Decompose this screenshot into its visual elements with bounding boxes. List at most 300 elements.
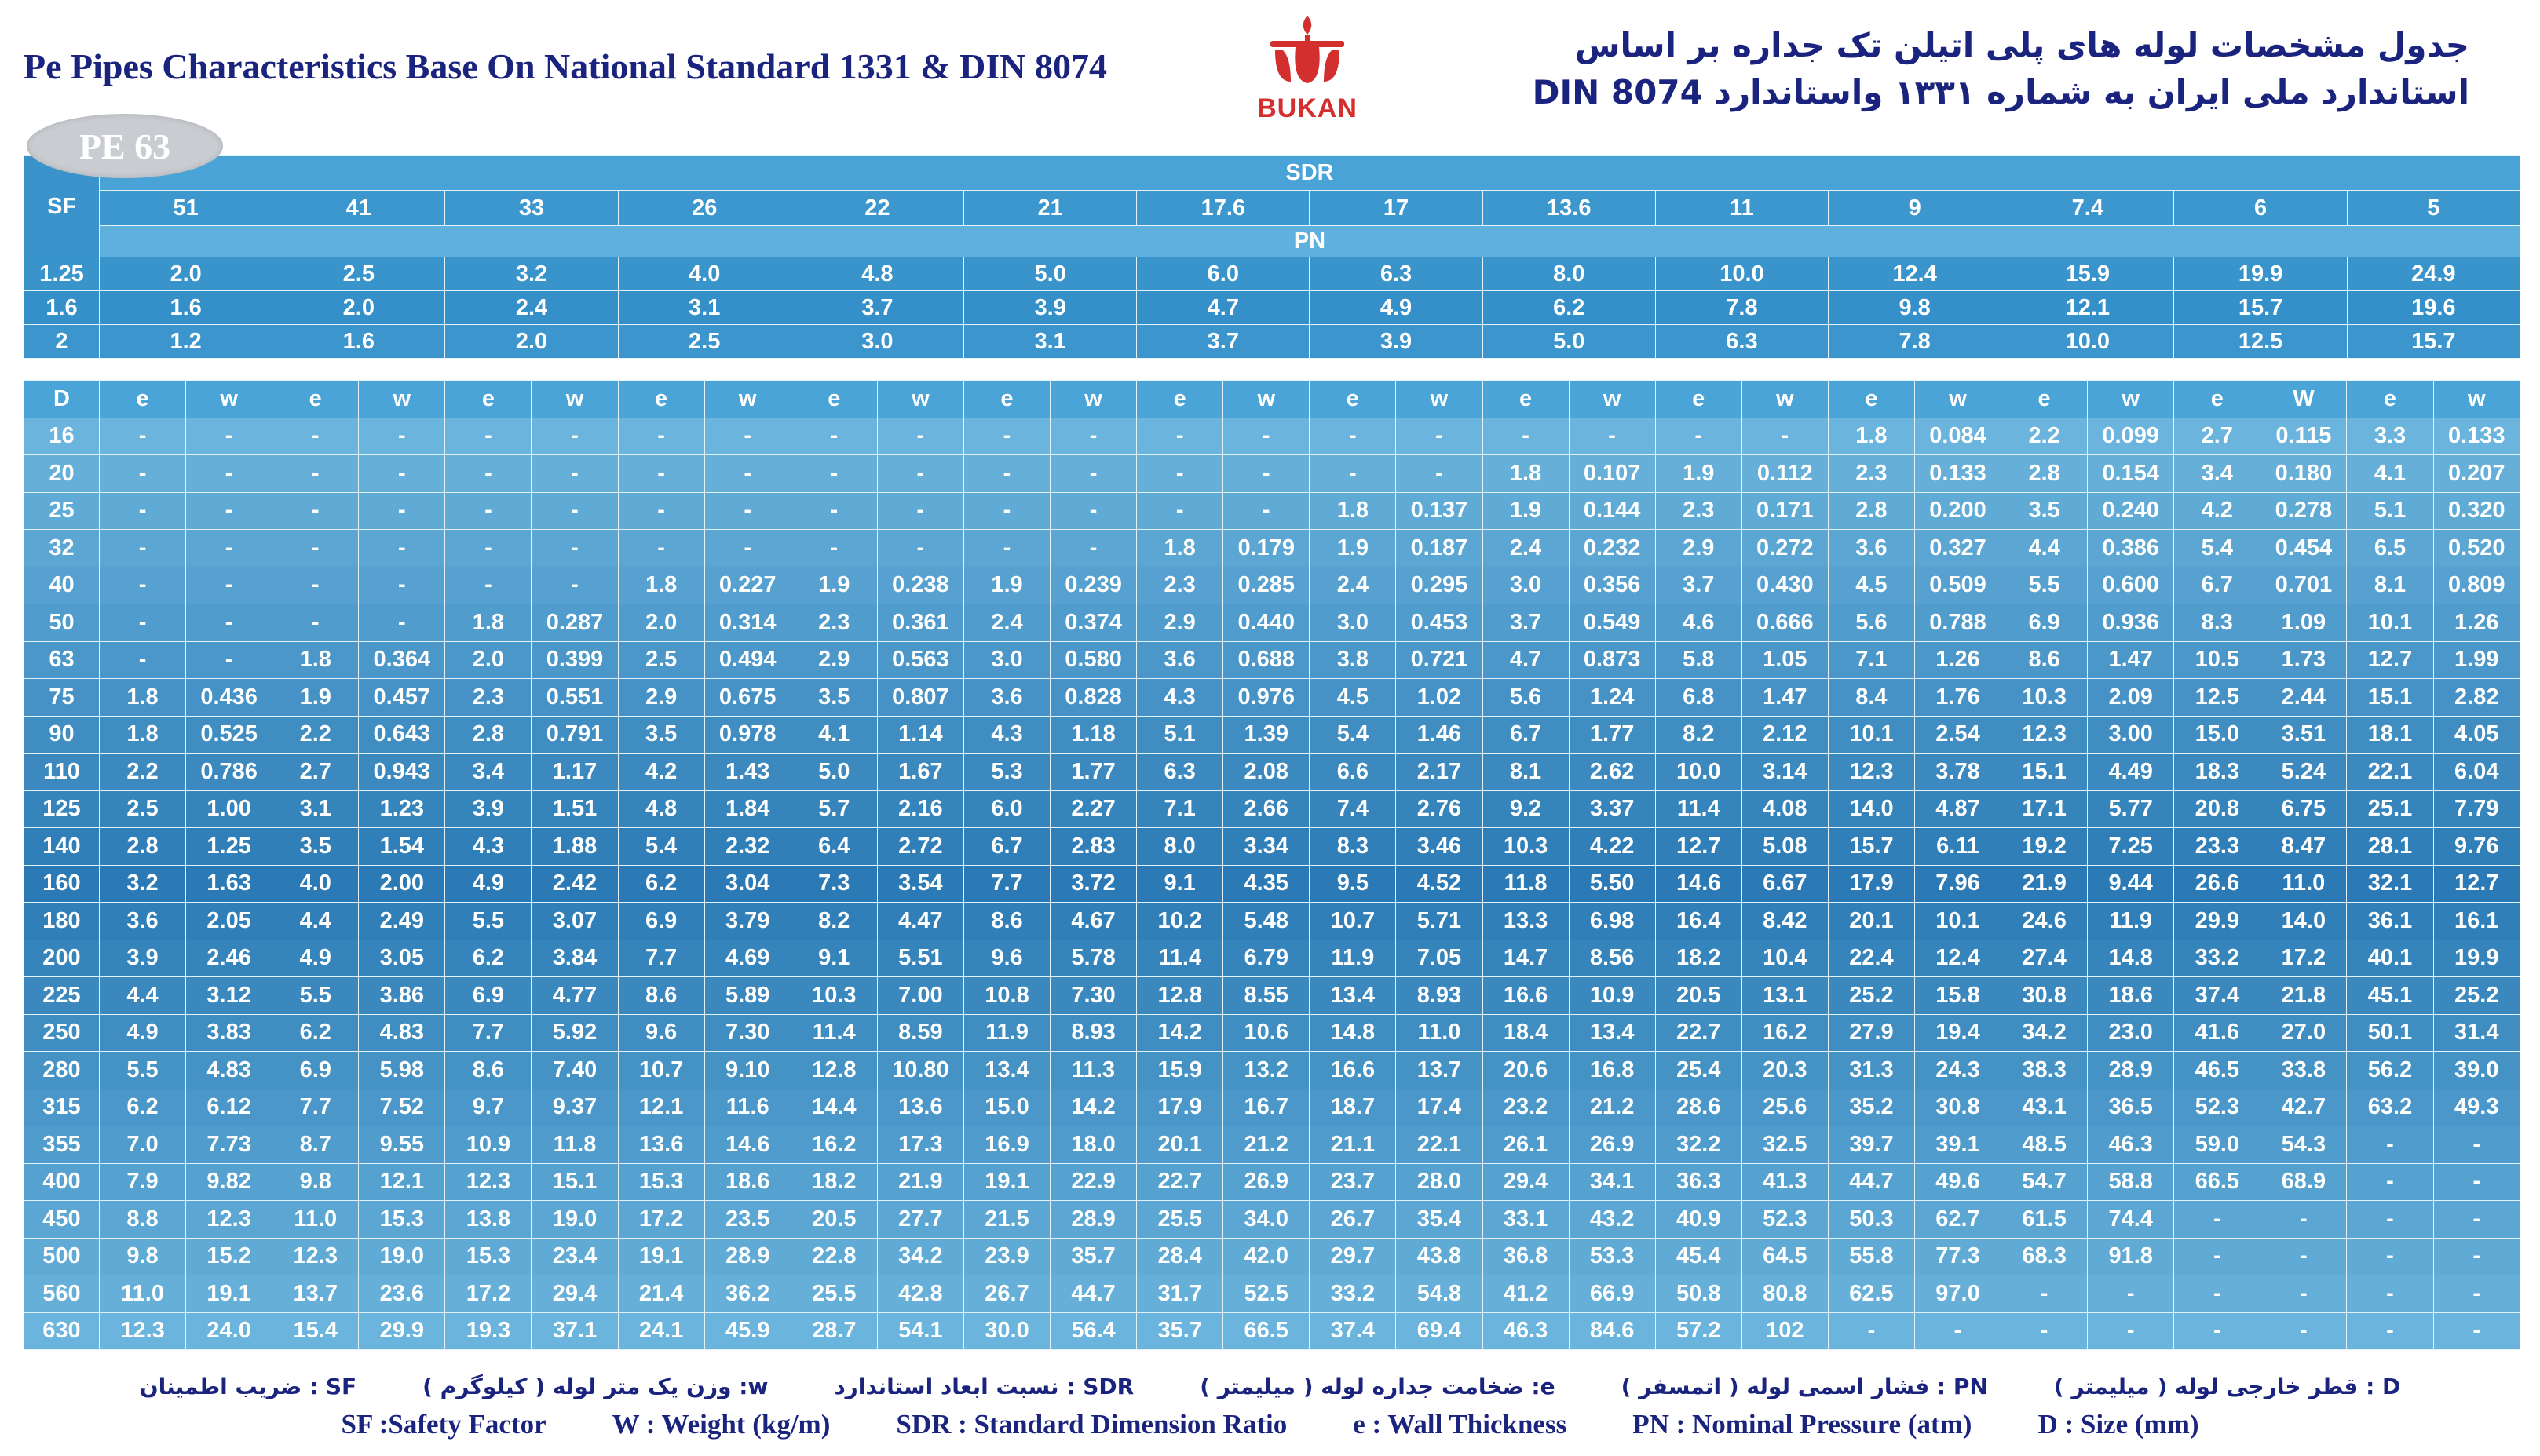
thickness-cell: 18.4 xyxy=(1482,1014,1569,1052)
weight-cell: 0.721 xyxy=(1396,641,1482,679)
thickness-cell: - xyxy=(272,492,359,530)
weight-cell: 0.807 xyxy=(877,679,963,717)
weight-cell: 3.54 xyxy=(877,865,963,903)
thickness-cell: 30.8 xyxy=(2001,977,2088,1015)
thickness-cell: 1.9 xyxy=(963,567,1050,604)
thickness-cell: - xyxy=(791,455,877,493)
weight-cell: 0.978 xyxy=(704,716,791,754)
size-cell: 40 xyxy=(24,567,100,604)
legend-persian xyxy=(0,1374,2540,1399)
weight-cell: 2.00 xyxy=(359,865,445,903)
w-header: w xyxy=(2088,381,2174,418)
w-header: w xyxy=(704,381,791,418)
thickness-cell: 11.0 xyxy=(272,1201,359,1239)
weight-cell: - xyxy=(704,418,791,455)
thickness-cell: 28.4 xyxy=(1137,1238,1223,1275)
weight-cell: 18.6 xyxy=(2088,977,2174,1015)
thickness-cell: 3.5 xyxy=(272,828,359,866)
pn-value-cell: 3.9 xyxy=(964,291,1137,325)
weight-cell: 7.73 xyxy=(186,1126,272,1164)
weight-cell: 0.809 xyxy=(2433,567,2520,604)
thickness-cell: 1.8 xyxy=(1828,418,1914,455)
weight-cell: 23.5 xyxy=(704,1201,791,1239)
pn-value-cell: 1.6 xyxy=(100,291,272,325)
sdr-value-cell: 21 xyxy=(964,191,1137,226)
weight-cell: 14.8 xyxy=(2088,940,2174,977)
thickness-cell: 6.6 xyxy=(1310,754,1396,791)
thickness-cell: 9.1 xyxy=(791,940,877,977)
weight-cell: 5.78 xyxy=(1051,940,1137,977)
pn-value-cell: 2.0 xyxy=(100,257,272,291)
weight-cell: 2.46 xyxy=(186,940,272,977)
thickness-cell: 40.9 xyxy=(1655,1201,1741,1239)
weight-cell: 8.59 xyxy=(877,1014,963,1052)
thickness-cell: 6.2 xyxy=(100,1089,186,1126)
thickness-cell: 18.2 xyxy=(791,1163,877,1201)
weight-cell: 0.786 xyxy=(186,754,272,791)
thickness-cell: - xyxy=(2174,1238,2260,1275)
sf-header: SF xyxy=(24,156,100,257)
thickness-cell: 4.9 xyxy=(100,1014,186,1052)
table-row xyxy=(24,641,2520,679)
sdr-value-cell: 7.4 xyxy=(2001,191,2174,226)
pn-row xyxy=(24,325,2520,359)
weight-cell: 18.6 xyxy=(704,1163,791,1201)
weight-cell: - xyxy=(2433,1163,2520,1201)
weight-cell: - xyxy=(186,492,272,530)
weight-cell: 0.563 xyxy=(877,641,963,679)
bukan-logo-icon xyxy=(1256,11,1358,89)
thickness-cell: 10.8 xyxy=(963,977,1050,1015)
sdr-value-cell: 11 xyxy=(1655,191,1828,226)
size-cell: 90 xyxy=(24,716,100,754)
thickness-cell: 40.1 xyxy=(2347,940,2433,977)
thickness-cell: 6.4 xyxy=(791,828,877,866)
weight-cell: 29.9 xyxy=(359,1312,445,1350)
weight-cell: 8.56 xyxy=(1569,940,1655,977)
thickness-cell: 12.3 xyxy=(2001,716,2088,754)
weight-cell: - xyxy=(186,530,272,567)
e-header: e xyxy=(272,381,359,418)
weight-cell: 5.89 xyxy=(704,977,791,1015)
weight-cell: 6.04 xyxy=(2433,754,2520,791)
weight-cell: 11.0 xyxy=(1396,1014,1482,1052)
thickness-cell: 7.7 xyxy=(963,865,1050,903)
weight-cell: 7.25 xyxy=(2088,828,2174,866)
weight-cell: 3.14 xyxy=(1741,754,1828,791)
legend-english-item: W : Weight (kg/m) xyxy=(612,1409,831,1440)
weight-cell: 9.76 xyxy=(2433,828,2520,866)
weight-cell: 1.77 xyxy=(1569,716,1655,754)
weight-cell: 10.1 xyxy=(1914,903,2001,940)
weight-cell: 2.82 xyxy=(2433,679,2520,717)
size-cell: 500 xyxy=(24,1238,100,1275)
weight-cell: 1.00 xyxy=(186,790,272,828)
thickness-cell: 54.7 xyxy=(2001,1163,2088,1201)
weight-cell: 1.47 xyxy=(1741,679,1828,717)
weight-cell: 24.0 xyxy=(186,1312,272,1350)
thickness-cell: 2.7 xyxy=(2174,418,2260,455)
thickness-cell: 19.2 xyxy=(2001,828,2088,866)
thickness-cell: 22.4 xyxy=(1828,940,1914,977)
thickness-cell: 4.9 xyxy=(445,865,532,903)
thickness-cell: 36.3 xyxy=(1655,1163,1741,1201)
weight-cell: 43.2 xyxy=(1569,1201,1655,1239)
thickness-cell: 18.2 xyxy=(1655,940,1741,977)
thickness-cell: 5.5 xyxy=(100,1052,186,1089)
size-cell: 160 xyxy=(24,865,100,903)
weight-cell: 1.99 xyxy=(2433,641,2520,679)
weight-cell: - xyxy=(2433,1275,2520,1313)
weight-cell: 1.46 xyxy=(1396,716,1482,754)
weight-cell: 1.73 xyxy=(2260,641,2347,679)
thickness-cell: 15.0 xyxy=(963,1089,1050,1126)
weight-cell: 3.72 xyxy=(1051,865,1137,903)
thickness-cell: 5.1 xyxy=(1137,716,1223,754)
thickness-cell: 26.7 xyxy=(963,1275,1050,1313)
weight-cell: 3.83 xyxy=(186,1014,272,1052)
thickness-cell: 11.4 xyxy=(1655,790,1741,828)
thickness-cell: 5.4 xyxy=(618,828,704,866)
thickness-cell: 3.9 xyxy=(100,940,186,977)
weight-cell: 34.2 xyxy=(877,1238,963,1275)
sf-value-cell: 1.25 xyxy=(24,257,100,291)
pn-value-cell: 2.5 xyxy=(272,257,445,291)
table-row xyxy=(24,977,2520,1015)
weight-cell: 9.55 xyxy=(359,1126,445,1164)
size-cell: 225 xyxy=(24,977,100,1015)
weight-cell: 5.71 xyxy=(1396,903,1482,940)
weight-cell: 1.88 xyxy=(532,828,618,866)
thickness-cell: 4.4 xyxy=(272,903,359,940)
weight-cell: 2.76 xyxy=(1396,790,1482,828)
thickness-cell: 11.8 xyxy=(1482,865,1569,903)
weight-cell: 0.112 xyxy=(1741,455,1828,493)
weight-cell: 0.314 xyxy=(704,604,791,642)
thickness-cell: 3.5 xyxy=(2001,492,2088,530)
thickness-cell: 2.2 xyxy=(100,754,186,791)
legend-persian-item: PN : فشار اسمی لوله ( اتمسفر ) xyxy=(1621,1374,1988,1399)
weight-cell: 0.791 xyxy=(532,716,618,754)
weight-cell: 8.93 xyxy=(1396,977,1482,1015)
thickness-cell: 11.4 xyxy=(1137,940,1223,977)
thickness-cell: 6.3 xyxy=(1137,754,1223,791)
thickness-cell: - xyxy=(1828,1312,1914,1350)
weight-cell: - xyxy=(359,492,445,530)
thickness-cell: - xyxy=(2174,1201,2260,1239)
pn-value-cell: 3.1 xyxy=(618,291,791,325)
thickness-cell: 17.9 xyxy=(1828,865,1914,903)
thickness-cell: 45.1 xyxy=(2347,977,2433,1015)
pn-value-cell: 12.1 xyxy=(2001,291,2174,325)
column-header-row xyxy=(24,381,2520,418)
weight-cell: 11.6 xyxy=(704,1089,791,1126)
weight-cell: 28.9 xyxy=(1051,1201,1137,1239)
weight-cell: 27.7 xyxy=(877,1201,963,1239)
weight-cell: 0.115 xyxy=(2260,418,2347,455)
weight-cell: 52.5 xyxy=(1223,1275,1310,1313)
pn-value-cell: 3.7 xyxy=(791,291,963,325)
weight-cell: 7.79 xyxy=(2433,790,2520,828)
thickness-cell: - xyxy=(272,604,359,642)
weight-cell: 1.77 xyxy=(1051,754,1137,791)
thickness-cell: 2.4 xyxy=(1310,567,1396,604)
weight-cell: 10.4 xyxy=(1741,940,1828,977)
legend-english-item: PN : Nominal Pressure (atm) xyxy=(1632,1409,1972,1440)
weight-cell: 1.17 xyxy=(532,754,618,791)
thickness-cell: 10.3 xyxy=(1482,828,1569,866)
thickness-cell: 1.8 xyxy=(445,604,532,642)
pn-value-cell: 6.0 xyxy=(1137,257,1310,291)
weight-cell: 12.4 xyxy=(1914,940,2001,977)
thickness-cell: - xyxy=(791,418,877,455)
table-row xyxy=(24,865,2520,903)
weight-cell: 56.4 xyxy=(1051,1312,1137,1350)
thickness-cell: 2.8 xyxy=(100,828,186,866)
sf-value-cell: 1.6 xyxy=(24,291,100,325)
thickness-cell: 2.9 xyxy=(1137,604,1223,642)
weight-cell: 4.47 xyxy=(877,903,963,940)
weight-cell: 23.0 xyxy=(2088,1014,2174,1052)
weight-cell: 1.51 xyxy=(532,790,618,828)
thickness-cell: 6.8 xyxy=(1655,679,1741,717)
weight-cell: 33.8 xyxy=(2260,1052,2347,1089)
weight-cell: - xyxy=(186,455,272,493)
persian-title-line2: استاندارد ملی ایران به شماره ۱۳۳۱ واستاندارد DIN 8074 xyxy=(1532,73,2469,111)
weight-cell: 9.37 xyxy=(532,1089,618,1126)
thickness-cell: - xyxy=(100,604,186,642)
weight-cell: 4.22 xyxy=(1569,828,1655,866)
w-header: w xyxy=(1914,381,2001,418)
sdr-value-cell: 17 xyxy=(1310,191,1482,226)
weight-cell: 16.8 xyxy=(1569,1052,1655,1089)
thickness-cell: 13.4 xyxy=(963,1052,1050,1089)
thickness-cell: - xyxy=(1310,455,1396,493)
thickness-cell: 19.3 xyxy=(445,1312,532,1350)
thickness-cell: 7.1 xyxy=(1828,641,1914,679)
weight-cell: 0.828 xyxy=(1051,679,1137,717)
persian-title xyxy=(1533,22,2469,116)
weight-cell: 15.2 xyxy=(186,1238,272,1275)
weight-cell: 4.05 xyxy=(2433,716,2520,754)
weight-cell: 19.9 xyxy=(2433,940,2520,977)
weight-cell: 37.1 xyxy=(532,1312,618,1350)
thickness-cell: 8.4 xyxy=(1828,679,1914,717)
thickness-cell: 28.7 xyxy=(791,1312,877,1350)
thickness-cell: 8.8 xyxy=(100,1201,186,1239)
weight-cell: 3.37 xyxy=(1569,790,1655,828)
thickness-cell: 4.7 xyxy=(1482,641,1569,679)
thickness-cell: - xyxy=(2001,1275,2088,1313)
e-header: e xyxy=(1137,381,1223,418)
weight-cell: - xyxy=(359,455,445,493)
weight-cell: 69.4 xyxy=(1396,1312,1482,1350)
weight-cell: 4.77 xyxy=(532,977,618,1015)
size-cell: 20 xyxy=(24,455,100,493)
sdr-value-cell: 5 xyxy=(2347,191,2520,226)
thickness-cell: - xyxy=(2347,1126,2433,1164)
weight-cell: - xyxy=(186,641,272,679)
weight-cell: 6.75 xyxy=(2260,790,2347,828)
thickness-cell: - xyxy=(445,530,532,567)
thickness-cell: 28.1 xyxy=(2347,828,2433,866)
pn-row xyxy=(24,291,2520,325)
pn-value-cell: 4.8 xyxy=(791,257,963,291)
weight-cell: - xyxy=(359,418,445,455)
pn-header: PN xyxy=(100,226,2520,257)
weight-cell: 15.1 xyxy=(532,1163,618,1201)
thickness-cell: 20.5 xyxy=(791,1201,877,1239)
thickness-cell: 1.8 xyxy=(618,567,704,604)
weight-cell: 0.179 xyxy=(1223,530,1310,567)
weight-cell: 66.5 xyxy=(1223,1312,1310,1350)
thickness-cell: 4.2 xyxy=(618,754,704,791)
table-row xyxy=(24,754,2520,791)
weight-cell: - xyxy=(1914,1312,2001,1350)
pn-value-cell: 3.2 xyxy=(445,257,618,291)
thickness-cell: 9.8 xyxy=(100,1238,186,1275)
thickness-cell: 29.4 xyxy=(1482,1163,1569,1201)
thickness-cell: 4.0 xyxy=(272,865,359,903)
thickness-cell: - xyxy=(1137,492,1223,530)
legend-persian-item: e: ضخامت جداره لوله ( میلیمتر ) xyxy=(1200,1374,1555,1399)
weight-cell: 19.0 xyxy=(532,1201,618,1239)
thickness-cell: 20.5 xyxy=(1655,977,1741,1015)
thickness-cell: 6.2 xyxy=(445,940,532,977)
thickness-cell: - xyxy=(2347,1201,2433,1239)
weight-cell: - xyxy=(1051,530,1137,567)
weight-cell: 0.453 xyxy=(1396,604,1482,642)
weight-cell: 25.2 xyxy=(2433,977,2520,1015)
weight-cell: 84.6 xyxy=(1569,1312,1655,1350)
thickness-cell: 3.2 xyxy=(100,865,186,903)
thickness-cell: 10.1 xyxy=(1828,716,1914,754)
weight-cell: 4.69 xyxy=(704,940,791,977)
weight-cell: 0.356 xyxy=(1569,567,1655,604)
weight-cell: 5.92 xyxy=(532,1014,618,1052)
legend-english-item: SDR : Standard Dimension Ratio xyxy=(896,1409,1288,1440)
pn-value-cell: 10.0 xyxy=(2001,325,2174,359)
weight-cell: 0.580 xyxy=(1051,641,1137,679)
weight-cell: 0.227 xyxy=(704,567,791,604)
weight-cell: 17.3 xyxy=(877,1126,963,1164)
weight-cell: 26.9 xyxy=(1569,1126,1655,1164)
weight-cell: 2.49 xyxy=(359,903,445,940)
table-row xyxy=(24,679,2520,717)
weight-cell: 4.08 xyxy=(1741,790,1828,828)
thickness-cell: 4.3 xyxy=(963,716,1050,754)
weight-cell: - xyxy=(1223,455,1310,493)
thickness-cell: 10.5 xyxy=(2174,641,2260,679)
thickness-cell: 63.2 xyxy=(2347,1089,2433,1126)
weight-cell: 8.55 xyxy=(1223,977,1310,1015)
thickness-cell: 5.4 xyxy=(2174,530,2260,567)
weight-cell: 10.9 xyxy=(1569,977,1655,1015)
pn-value-cell: 1.2 xyxy=(100,325,272,359)
weight-cell: - xyxy=(2260,1275,2347,1313)
thickness-cell: 5.5 xyxy=(445,903,532,940)
thickness-cell: 12.7 xyxy=(2347,641,2433,679)
size-cell: 250 xyxy=(24,1014,100,1052)
weight-cell: 14.6 xyxy=(704,1126,791,1164)
weight-cell: 1.76 xyxy=(1914,679,2001,717)
w-header: w xyxy=(359,381,445,418)
pn-value-cell: 3.9 xyxy=(1310,325,1482,359)
thickness-cell: 10.9 xyxy=(445,1126,532,1164)
weight-cell: 15.3 xyxy=(359,1201,445,1239)
weight-cell: 36.5 xyxy=(2088,1089,2174,1126)
pn-value-cell: 2.0 xyxy=(272,291,445,325)
thickness-cell: 26.7 xyxy=(1310,1201,1396,1239)
weight-cell: 11.9 xyxy=(2088,903,2174,940)
weight-cell: 45.9 xyxy=(704,1312,791,1350)
weight-cell: 3.51 xyxy=(2260,716,2347,754)
weight-cell: 42.7 xyxy=(2260,1089,2347,1126)
thickness-cell: 7.3 xyxy=(791,865,877,903)
thickness-cell: - xyxy=(2347,1238,2433,1275)
thickness-cell: 18.3 xyxy=(2174,754,2260,791)
thickness-cell: 12.1 xyxy=(618,1089,704,1126)
pn-value-cell: 4.7 xyxy=(1137,291,1310,325)
thickness-cell: 12.5 xyxy=(2174,679,2260,717)
thickness-cell: 1.9 xyxy=(1310,530,1396,567)
weight-cell: 53.3 xyxy=(1569,1238,1655,1275)
table-row xyxy=(24,530,2520,567)
thickness-cell: 2.0 xyxy=(618,604,704,642)
weight-cell: 17.2 xyxy=(2260,940,2347,977)
weight-cell: 1.23 xyxy=(359,790,445,828)
sdr-pn-table xyxy=(24,155,2520,359)
weight-cell: 28.0 xyxy=(1396,1163,1482,1201)
weight-cell: 1.26 xyxy=(1914,641,2001,679)
thickness-cell: - xyxy=(1137,418,1223,455)
weight-cell: 62.7 xyxy=(1914,1201,2001,1239)
size-cell: 450 xyxy=(24,1201,100,1239)
weight-cell: 24.3 xyxy=(1914,1052,2001,1089)
weight-cell: 80.8 xyxy=(1741,1275,1828,1313)
thickness-cell: - xyxy=(618,418,704,455)
weight-cell: 1.18 xyxy=(1051,716,1137,754)
weight-cell: - xyxy=(1051,455,1137,493)
pn-value-cell: 3.0 xyxy=(791,325,963,359)
thickness-cell: 5.5 xyxy=(272,977,359,1015)
thickness-cell: 3.6 xyxy=(963,679,1050,717)
thickness-cell: 7.4 xyxy=(1310,790,1396,828)
weight-cell: 0.200 xyxy=(1914,492,2001,530)
weight-cell: 1.84 xyxy=(704,790,791,828)
thickness-cell: 46.5 xyxy=(2174,1052,2260,1089)
weight-cell: 14.0 xyxy=(2260,903,2347,940)
thickness-cell: 61.5 xyxy=(2001,1201,2088,1239)
thickness-cell: 11.9 xyxy=(963,1014,1050,1052)
thickness-cell: 14.8 xyxy=(1310,1014,1396,1052)
thickness-cell: 21.9 xyxy=(2001,865,2088,903)
thickness-cell: - xyxy=(963,492,1050,530)
pn-row xyxy=(24,257,2520,291)
thickness-cell: 5.8 xyxy=(1655,641,1741,679)
thickness-cell: 4.1 xyxy=(791,716,877,754)
thickness-cell: 23.9 xyxy=(963,1238,1050,1275)
thickness-cell: 3.3 xyxy=(2347,418,2433,455)
weight-cell: 20.3 xyxy=(1741,1052,1828,1089)
thickness-cell: 4.8 xyxy=(618,790,704,828)
thickness-cell: 45.4 xyxy=(1655,1238,1741,1275)
pn-value-cell: 15.9 xyxy=(2001,257,2174,291)
thickness-cell: 2.2 xyxy=(272,716,359,754)
size-cell: 180 xyxy=(24,903,100,940)
thickness-cell: 14.0 xyxy=(1828,790,1914,828)
thickness-cell: 8.3 xyxy=(2174,604,2260,642)
